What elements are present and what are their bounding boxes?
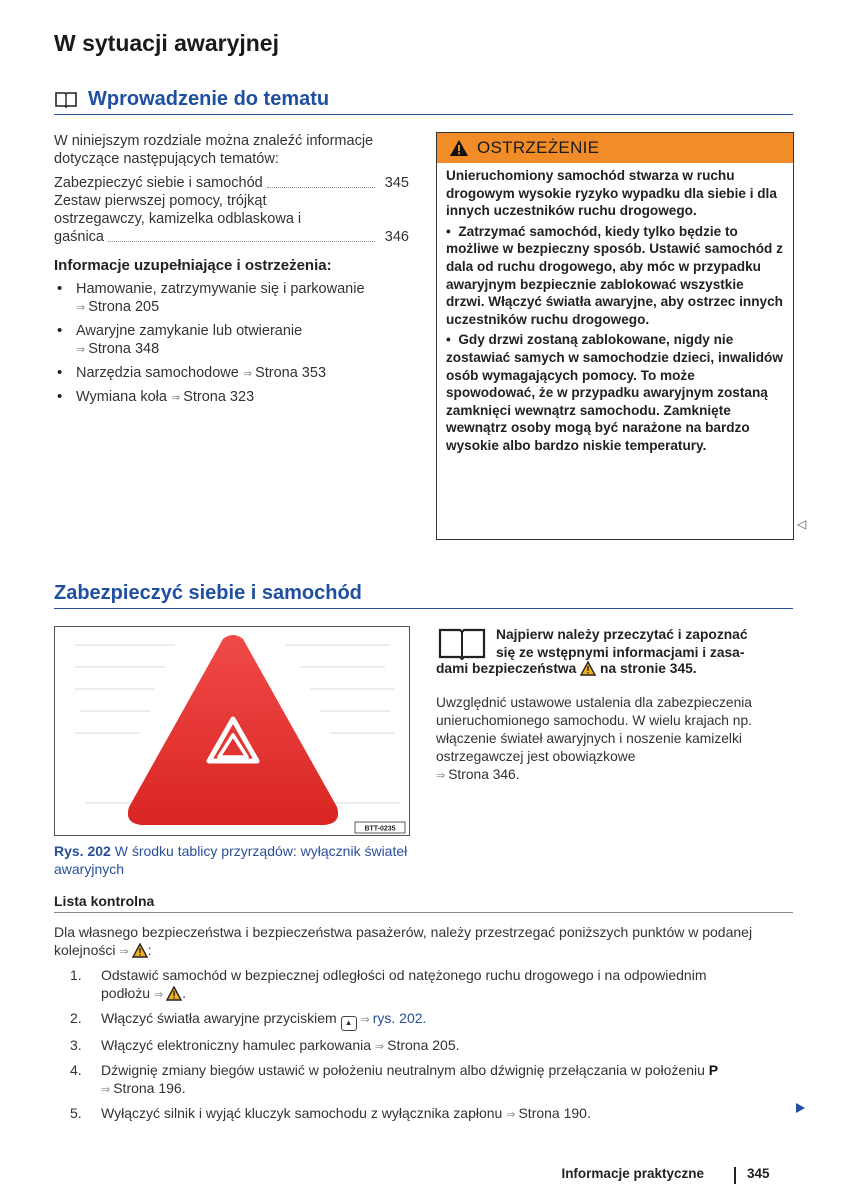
- page-link[interactable]: Strona 346.: [448, 767, 520, 782]
- arrow-ref-icon: ⇒: [242, 368, 253, 380]
- chapter-title: W sytuacji awaryjnej: [54, 30, 279, 56]
- figure-caption: [54, 842, 414, 878]
- warning-point: • Gdy drzwi zostaną zablokowane, nigdy nie zostawiać samych w samochodzie dzieci, inwalidów osób wymagających pomocy. To może spowodować, że w przypadku awaryjnym zostaną zamknięci wewnątrz samochodu. Zamknięte wewnątrz osoby mogą być narażone na bardzo wysokie albo bardzo niskie temperatury.: [446, 332, 783, 453]
- page-link[interactable]: Strona 196.: [113, 1080, 186, 1096]
- toc-entry-line[interactable]: ostrzegawczy, kamizelka odblaskowa i: [54, 211, 302, 227]
- intro-column: [54, 132, 409, 412]
- page-link[interactable]: Strona 205.: [387, 1037, 460, 1053]
- figure-link[interactable]: rys. 202.: [372, 1010, 427, 1026]
- legal-text: Uwzględnić ustawowe ustalenia dla zabezpieczenia unieruchomionego samochodu. W wielu krajach np. włączenie świateł awaryjnych i noszenie kamizelki ostrzegawczej jest obowiązkowe ⇒ Strona 346.: [436, 695, 752, 782]
- list-item: 4. Dźwignię zmiany biegów ustawić w położeniu neutralnym albo dźwignię przełączania w położeniu P ⇒ Strona 196.: [70, 1062, 719, 1096]
- warning-triangle-icon: [449, 139, 469, 157]
- warning-header: [437, 133, 793, 163]
- warning-triangle-icon[interactable]: [132, 943, 148, 958]
- toc-entry-line[interactable]: Zestaw pierwszej pomocy, trójkąt: [54, 193, 267, 209]
- arrow-ref-icon: ⇒: [436, 770, 446, 782]
- page-link[interactable]: na stronie 345.: [600, 661, 697, 676]
- arrow-ref-icon: ⇒: [76, 302, 86, 314]
- figure-number: Rys. 202: [54, 843, 111, 859]
- continue-arrow-icon[interactable]: [796, 1103, 805, 1113]
- arrow-ref-icon: ⇒: [119, 946, 129, 958]
- section-heading-secure: [54, 582, 793, 609]
- hazard-button-illustration: [55, 627, 410, 836]
- warning-body: [437, 163, 793, 455]
- warning-point: • Zatrzymać samochód, kiedy tylko będzie to możliwe w bezpieczny sposób. Ustawić samochód z dala od ruchu drogowego, aby móc w przypadku awaryjnym bezpiecznie zablokować wszystkie drzwi. Włączyć światła awaryjne, aby ostrzec innych uczestników ruchu drogowego.: [446, 223, 783, 327]
- page-footer: [0, 1166, 862, 1186]
- info-heading: Informacje uzupełniające i ostrzeżenia:: [54, 257, 332, 274]
- list-item: 5. Wyłączyć silnik i wyjąć kluczyk samochodu z wyłącznika zapłonu ⇒ Strona 190.: [70, 1105, 591, 1121]
- arrow-ref-icon: ⇒: [170, 392, 181, 404]
- section-heading-intro: [54, 88, 793, 115]
- list-item: • Awaryjne zamykanie lub otwieranie ⇒ Strona 348: [54, 322, 409, 359]
- warning-box: [436, 132, 794, 540]
- toc-entry[interactable]: gaśnica 346: [54, 229, 409, 245]
- checklist-steps: [54, 966, 789, 1129]
- warning-intro: Unieruchomiony samochód stwarza w ruchu drogowym wysokie ryzyko wypadku dla siebie i dla innych uczestników ruchu drogowego.: [446, 168, 777, 219]
- warning-triangle-icon: [580, 661, 596, 676]
- arrow-ref-icon: ⇒: [374, 1041, 385, 1053]
- figure-caption-text: W środku tablicy przyrządów: wyłącznik świateł awaryjnych: [54, 843, 408, 877]
- list-item: 1. Odstawić samochód w bezpiecznej odległości od natężonego ruchu drogowego i na odpowiednim podłożu ⇒ .: [70, 967, 707, 1001]
- intro-text: W niniejszym rozdziale można znaleźć informacje dotyczące następujących tematów:: [54, 133, 374, 167]
- checklist-heading: Lista kontrolna: [54, 893, 793, 913]
- section-title: Zabezpieczyć siebie i samochód: [54, 582, 362, 604]
- list-item: • Wymiana koła ⇒ Strona 323: [54, 388, 409, 407]
- arrow-ref-icon: ⇒: [76, 344, 86, 356]
- end-mark-icon: ◁: [797, 517, 807, 531]
- secure-intro-column: [436, 624, 788, 785]
- arrow-ref-icon: ⇒: [360, 1014, 370, 1026]
- figure-code: BTT-0235: [364, 825, 396, 833]
- arrow-ref-icon: ⇒: [101, 1084, 111, 1096]
- footer-section: Informacje praktyczne: [561, 1166, 704, 1181]
- info-list: [54, 280, 409, 407]
- footer-divider: [734, 1167, 736, 1184]
- page-link[interactable]: Strona 205: [88, 299, 160, 315]
- read-first-note: Najpierw należy przeczytać i zapoznać się ze wstępnymi informacjami i zasa-: [436, 624, 788, 662]
- page-link[interactable]: Strona 348: [88, 341, 160, 357]
- checklist-intro: Dla własnego bezpieczeństwa i bezpieczeństwa pasażerów, należy przestrzegać poniższych punktów w podanej kolejności ⇒ :: [54, 924, 753, 958]
- hazard-button-icon: ▲: [341, 1016, 357, 1031]
- page-link[interactable]: Strona 323: [183, 389, 255, 405]
- page-number: 345: [747, 1166, 770, 1181]
- arrow-ref-icon: ⇒: [506, 1109, 516, 1121]
- list-item: • Hamowanie, zatrzymywanie się i parkowanie ⇒ Strona 205: [54, 280, 409, 317]
- page-link[interactable]: Strona 190.: [518, 1105, 591, 1121]
- warning-triangle-icon[interactable]: [166, 986, 182, 1001]
- list-item: 2. Włączyć światła awaryjne przyciskiem ▲ ⇒ rys. 202.: [54, 1009, 789, 1031]
- book-icon: [436, 624, 488, 662]
- page-link[interactable]: Strona 353: [255, 365, 327, 381]
- hazard-triangle-icon: [128, 635, 338, 825]
- figure-hazard-button: [54, 626, 410, 836]
- toc-entry[interactable]: Zabezpieczyć siebie i samochód 345: [54, 175, 409, 191]
- gear-position: P: [708, 1062, 719, 1078]
- read-first-note-end: dami bezpieczeństwa na stronie 345.: [436, 661, 697, 676]
- list-item: • Narzędzia samochodowe ⇒ Strona 353: [54, 364, 409, 383]
- list-item: 3. Włączyć elektroniczny hamulec parkowania ⇒ Strona 205.: [70, 1037, 460, 1053]
- section-title: Wprowadzenie do tematu: [88, 88, 330, 110]
- warning-title: OSTRZEŻENIE: [477, 138, 600, 157]
- arrow-ref-icon: ⇒: [153, 989, 164, 1001]
- book-icon: [54, 91, 78, 108]
